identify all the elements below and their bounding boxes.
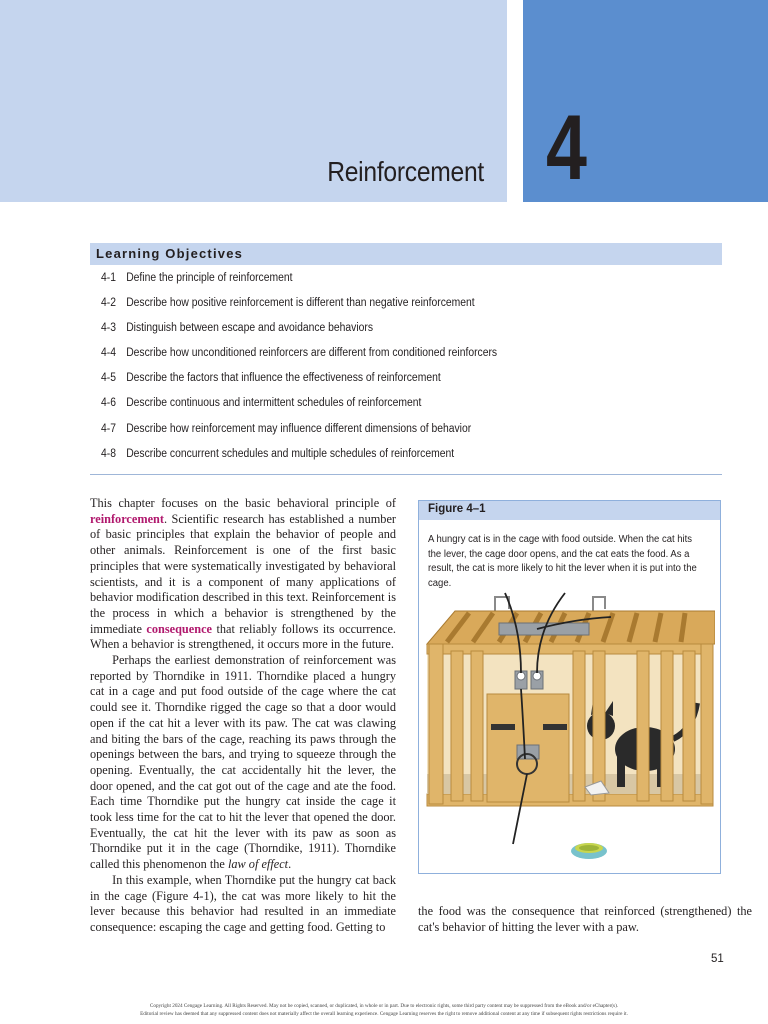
objective-item — [101, 272, 497, 297]
objective-number: 4-4 — [101, 347, 116, 360]
figure-label: Figure 4–1 — [428, 503, 486, 515]
paragraph: Perhaps the earliest demonstration of reinforcement was reported by Thorndike in 1911. Thorndike placed a hungry cat in a cage and put food outside of the cage where the cat could see it. Thorndike rigged the cage so that a door would open if the cat hit a lever with its paw. The cat was clawing and biting the bars of the cage, reaching its paws through the openings between the bars, and trying to squeeze through the opening. Eventually, the cat accidentally hit the lever, the door opened, and the cat got out of the cage and ate the food. Each time Thorndike put the hungry cat inside the cage it took less time for the cat to hit the lever that opened the door. Eventually, the cat hit the lever with its paw as soon as Thorndike put it in the cage (Thorndike, 1911). Thorndike called this phenomenon the law of effect. — [90, 653, 396, 872]
paragraph: This chapter focuses on the basic behavioral principle of reinforcement. Scientific research has established a number of basic principles that explain the behavior of people and other animals. Reinforcement is one of the first basic principles that were systematically investigated by behavioral scientists, and it is a component of many applications of behavior modification described in this text. Reinforcement is the process in which a behavior is strengthened by the immediate consequence that reliably follows its occurrence. When a behavior is strengthened, it occurs more in the future. — [90, 496, 396, 652]
chapter-number: 4 — [546, 97, 587, 199]
cat-cage-illustration — [425, 589, 715, 871]
objective-item — [101, 372, 497, 397]
page-number: 51 — [711, 953, 724, 965]
objective-text: Describe how unconditioned reinforcers are different from conditioned reinforcers — [126, 347, 498, 360]
objective-number: 4-2 — [101, 297, 116, 310]
objective-text: Describe how reinforcement may influence different dimensions of behavior — [126, 422, 472, 435]
body-text-continuation: the food was the consequence that reinforced (strengthened) the cat's behavior of hitting the lever with a paw. — [418, 904, 752, 934]
objective-text: Describe the factors that influence the effectiveness of reinforcement — [126, 372, 441, 385]
objective-number: 4-6 — [101, 397, 116, 410]
paragraph: In this example, when Thorndike put the hungry cat back in the cage (Figure 4-1), the cat was more likely to hit the lever because this behavior had resulted in an immediate consequence: escaping the cage and getting food. Getting to — [90, 872, 396, 934]
learning-objectives-heading: Learning Objectives — [96, 246, 244, 261]
objective-number: 4-7 — [101, 422, 116, 435]
figure-4-1 — [418, 500, 721, 874]
divider — [90, 474, 722, 475]
objective-item — [101, 322, 497, 347]
objective-item — [101, 347, 497, 372]
objective-text: Distinguish between escape and avoidance behaviors — [126, 322, 374, 335]
objective-number: 4-5 — [101, 372, 116, 385]
copyright-notice: Copyright 2024 Cengage Learning. All Rights Reserved. May not be copied, scanned, or duplicated, in whole or in part. Due to electronic rights, some third party content may be suppressed from the eBook and/or eChapter(s). Editorial review has deemed that any suppressed content does not materially affect the overall learning experience. Cengage Learning reserves the right to remove additional content at any time if subsequent rights restrictions require it. — [140, 1003, 628, 1017]
objective-text: Describe how positive reinforcement is different than negative reinforcement — [126, 297, 475, 310]
figure-caption: A hungry cat is in the cage with food outside. When the cat hits the lever, the cage door opens, and the cat eats the food. As a result, the cat is more likely to hit the lever when it is put into the cage. — [428, 534, 697, 589]
objective-item — [101, 397, 497, 422]
emphasis-law-of-effect: law of effect — [227, 857, 289, 872]
objective-text: Describe continuous and intermittent schedules of reinforcement — [126, 397, 422, 410]
key-term-reinforcement[interactable]: reinforcement — [90, 511, 164, 526]
objective-item — [101, 448, 497, 473]
objective-number: 4-8 — [101, 447, 116, 460]
objective-item — [101, 423, 497, 448]
objective-number: 4-1 — [101, 272, 116, 284]
key-term-consequence[interactable]: consequence — [146, 621, 212, 636]
objective-number: 4-3 — [101, 322, 116, 335]
learning-objectives-list — [101, 272, 541, 473]
body-text — [90, 496, 396, 936]
food-bowl — [571, 843, 607, 859]
objective-item — [101, 297, 497, 322]
objective-text: Describe concurrent schedules and multiple schedules of reinforcement — [126, 447, 455, 460]
objective-text: Define the principle of reinforcement — [126, 272, 293, 284]
chapter-title: Reinforcement — [327, 156, 484, 187]
